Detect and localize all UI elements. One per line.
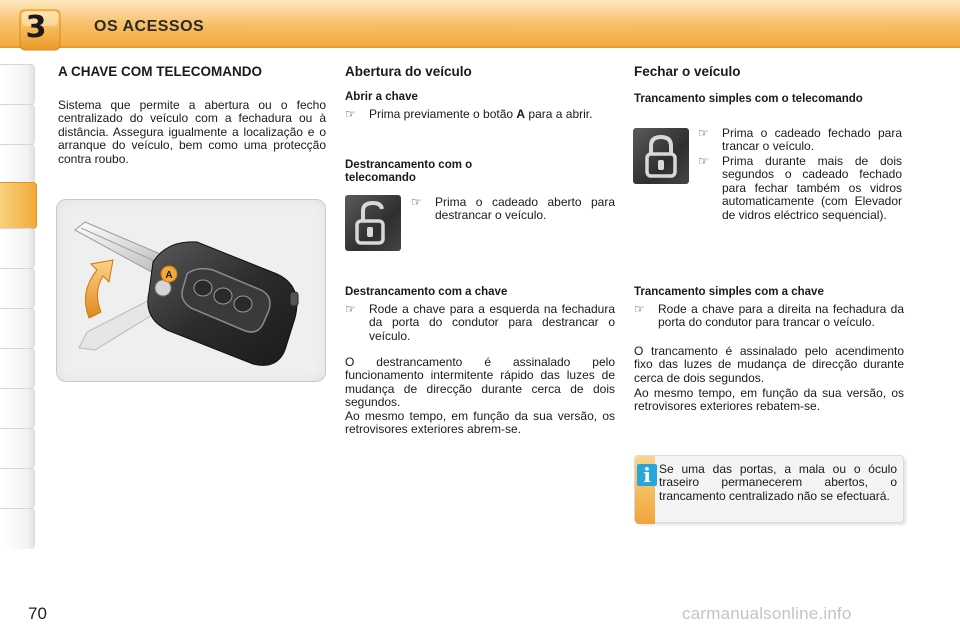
bullet-hand-icon: ☞ [698, 154, 709, 168]
chapter-number: 3 [25, 10, 47, 45]
bullet-key-unlock [345, 303, 615, 343]
watermark: carmanualsonline.info [682, 604, 852, 623]
section-title-lock: Fechar o veículo [634, 64, 741, 79]
subheading-key-lock: Trancamento simples com a chave [634, 286, 824, 298]
bullet-text: Rode a chave para a esquerda na fechadura da porta do condutor para destrancar o veículo. [369, 302, 615, 343]
bullet-remote-unlock [411, 196, 615, 223]
bullet-open-key [345, 108, 615, 121]
open-padlock-icon [345, 195, 401, 251]
chapter-tab-1[interactable] [0, 64, 35, 105]
remote-key-image [57, 200, 325, 381]
unlock-signal-paragraph: O destrancamento é assinalado pelo funcionamento intermitente rápido das luzes de mudança de direcção durante cerca de dois segundos. [345, 355, 615, 410]
chapter-tab-11[interactable] [0, 468, 35, 509]
lock-padlock-icon [633, 128, 689, 184]
chapter-tab-5[interactable] [0, 228, 35, 269]
bullet-text: Prima o cadeado aberto para destrancar o veículo. [435, 195, 615, 223]
bullet-hand-icon: ☞ [698, 126, 709, 140]
chapter-tab-12[interactable] [0, 508, 35, 549]
bullet-hand-icon: ☞ [345, 302, 356, 316]
chapter-tab-8[interactable] [0, 348, 35, 389]
subheading-open-key: Abrir a chave [345, 91, 418, 103]
chapter-tab-7[interactable] [0, 308, 35, 349]
subheading-remote-unlock: Destrancamento com o telecomando [345, 159, 473, 184]
unlock-mirrors-paragraph: Ao mesmo tempo, em função da sua versão, os retrovisores exteriores abrem-se. [345, 409, 615, 437]
chapter-title: OS ACESSOS [94, 18, 205, 35]
lock-signal-paragraph: O trancamento é assinalado pelo acendimento fixo das luzes de mudança de direcção durante cerca de dois segundos. [634, 344, 904, 385]
info-icon: i [637, 464, 657, 486]
key-illustration [56, 199, 326, 382]
chapter-tabs [0, 64, 36, 576]
bullet-remote-lock-windows [698, 155, 902, 222]
intro-paragraph: Sistema que permite a abertura ou o fecho centralizado do veículo com a fechadura ou à distância. Assegura igualmente a localização e o arranque do veículo, bem como uma protecção contra roubo. [58, 98, 326, 166]
bullet-key-lock [634, 303, 904, 330]
page-number: 70 [28, 604, 47, 623]
chapter-tab-current[interactable] [0, 182, 37, 229]
bullet-text: Prima o cadeado fechado para trancar o veículo. [722, 126, 902, 154]
bullet-text-end: para a abrir. [525, 107, 593, 121]
info-note [634, 455, 904, 523]
section-title-unlock: Abertura do veículo [345, 64, 472, 79]
bullet-text: Prima previamente o botão [369, 107, 517, 121]
bullet-hand-icon: ☞ [634, 302, 645, 316]
bullet-remote-lock [698, 127, 902, 154]
button-a-ref: A [516, 107, 526, 121]
chapter-tab-6[interactable] [0, 268, 35, 309]
info-note-text: Se uma das portas, a mala ou o óculo traseiro permanecerem abertos, o trancamento centralizado não se efectuará. [659, 462, 897, 503]
button-a-label: A [165, 270, 173, 281]
chapter-tab-9[interactable] [0, 388, 35, 429]
bullet-text: Rode a chave para a direita na fechadura da porta do condutor para trancar o veículo. [658, 302, 904, 330]
bullet-hand-icon: ☞ [345, 107, 356, 121]
unlock-padlock-icon [345, 195, 401, 251]
chapter-tab-10[interactable] [0, 428, 35, 469]
subheading-remote-lock: Trancamento simples com o telecomando [634, 93, 863, 105]
closed-padlock-icon [633, 128, 689, 184]
bullet-text: Prima durante mais de dois segundos o cadeado fechado para fechar também os vidros automaticamente (com Elevador de vidros eléctrico sequencial). [722, 154, 902, 222]
chapter-tab-2[interactable] [0, 104, 35, 145]
subheading-key-unlock: Destrancamento com a chave [345, 286, 508, 298]
lock-mirrors-paragraph: Ao mesmo tempo, em função da sua versão, os retrovisores exteriores rebatem-se. [634, 386, 904, 414]
bullet-hand-icon: ☞ [411, 195, 422, 209]
section-title-remote-key: A CHAVE COM TELECOMANDO [58, 64, 262, 79]
chapter-tab-3[interactable] [0, 144, 35, 185]
